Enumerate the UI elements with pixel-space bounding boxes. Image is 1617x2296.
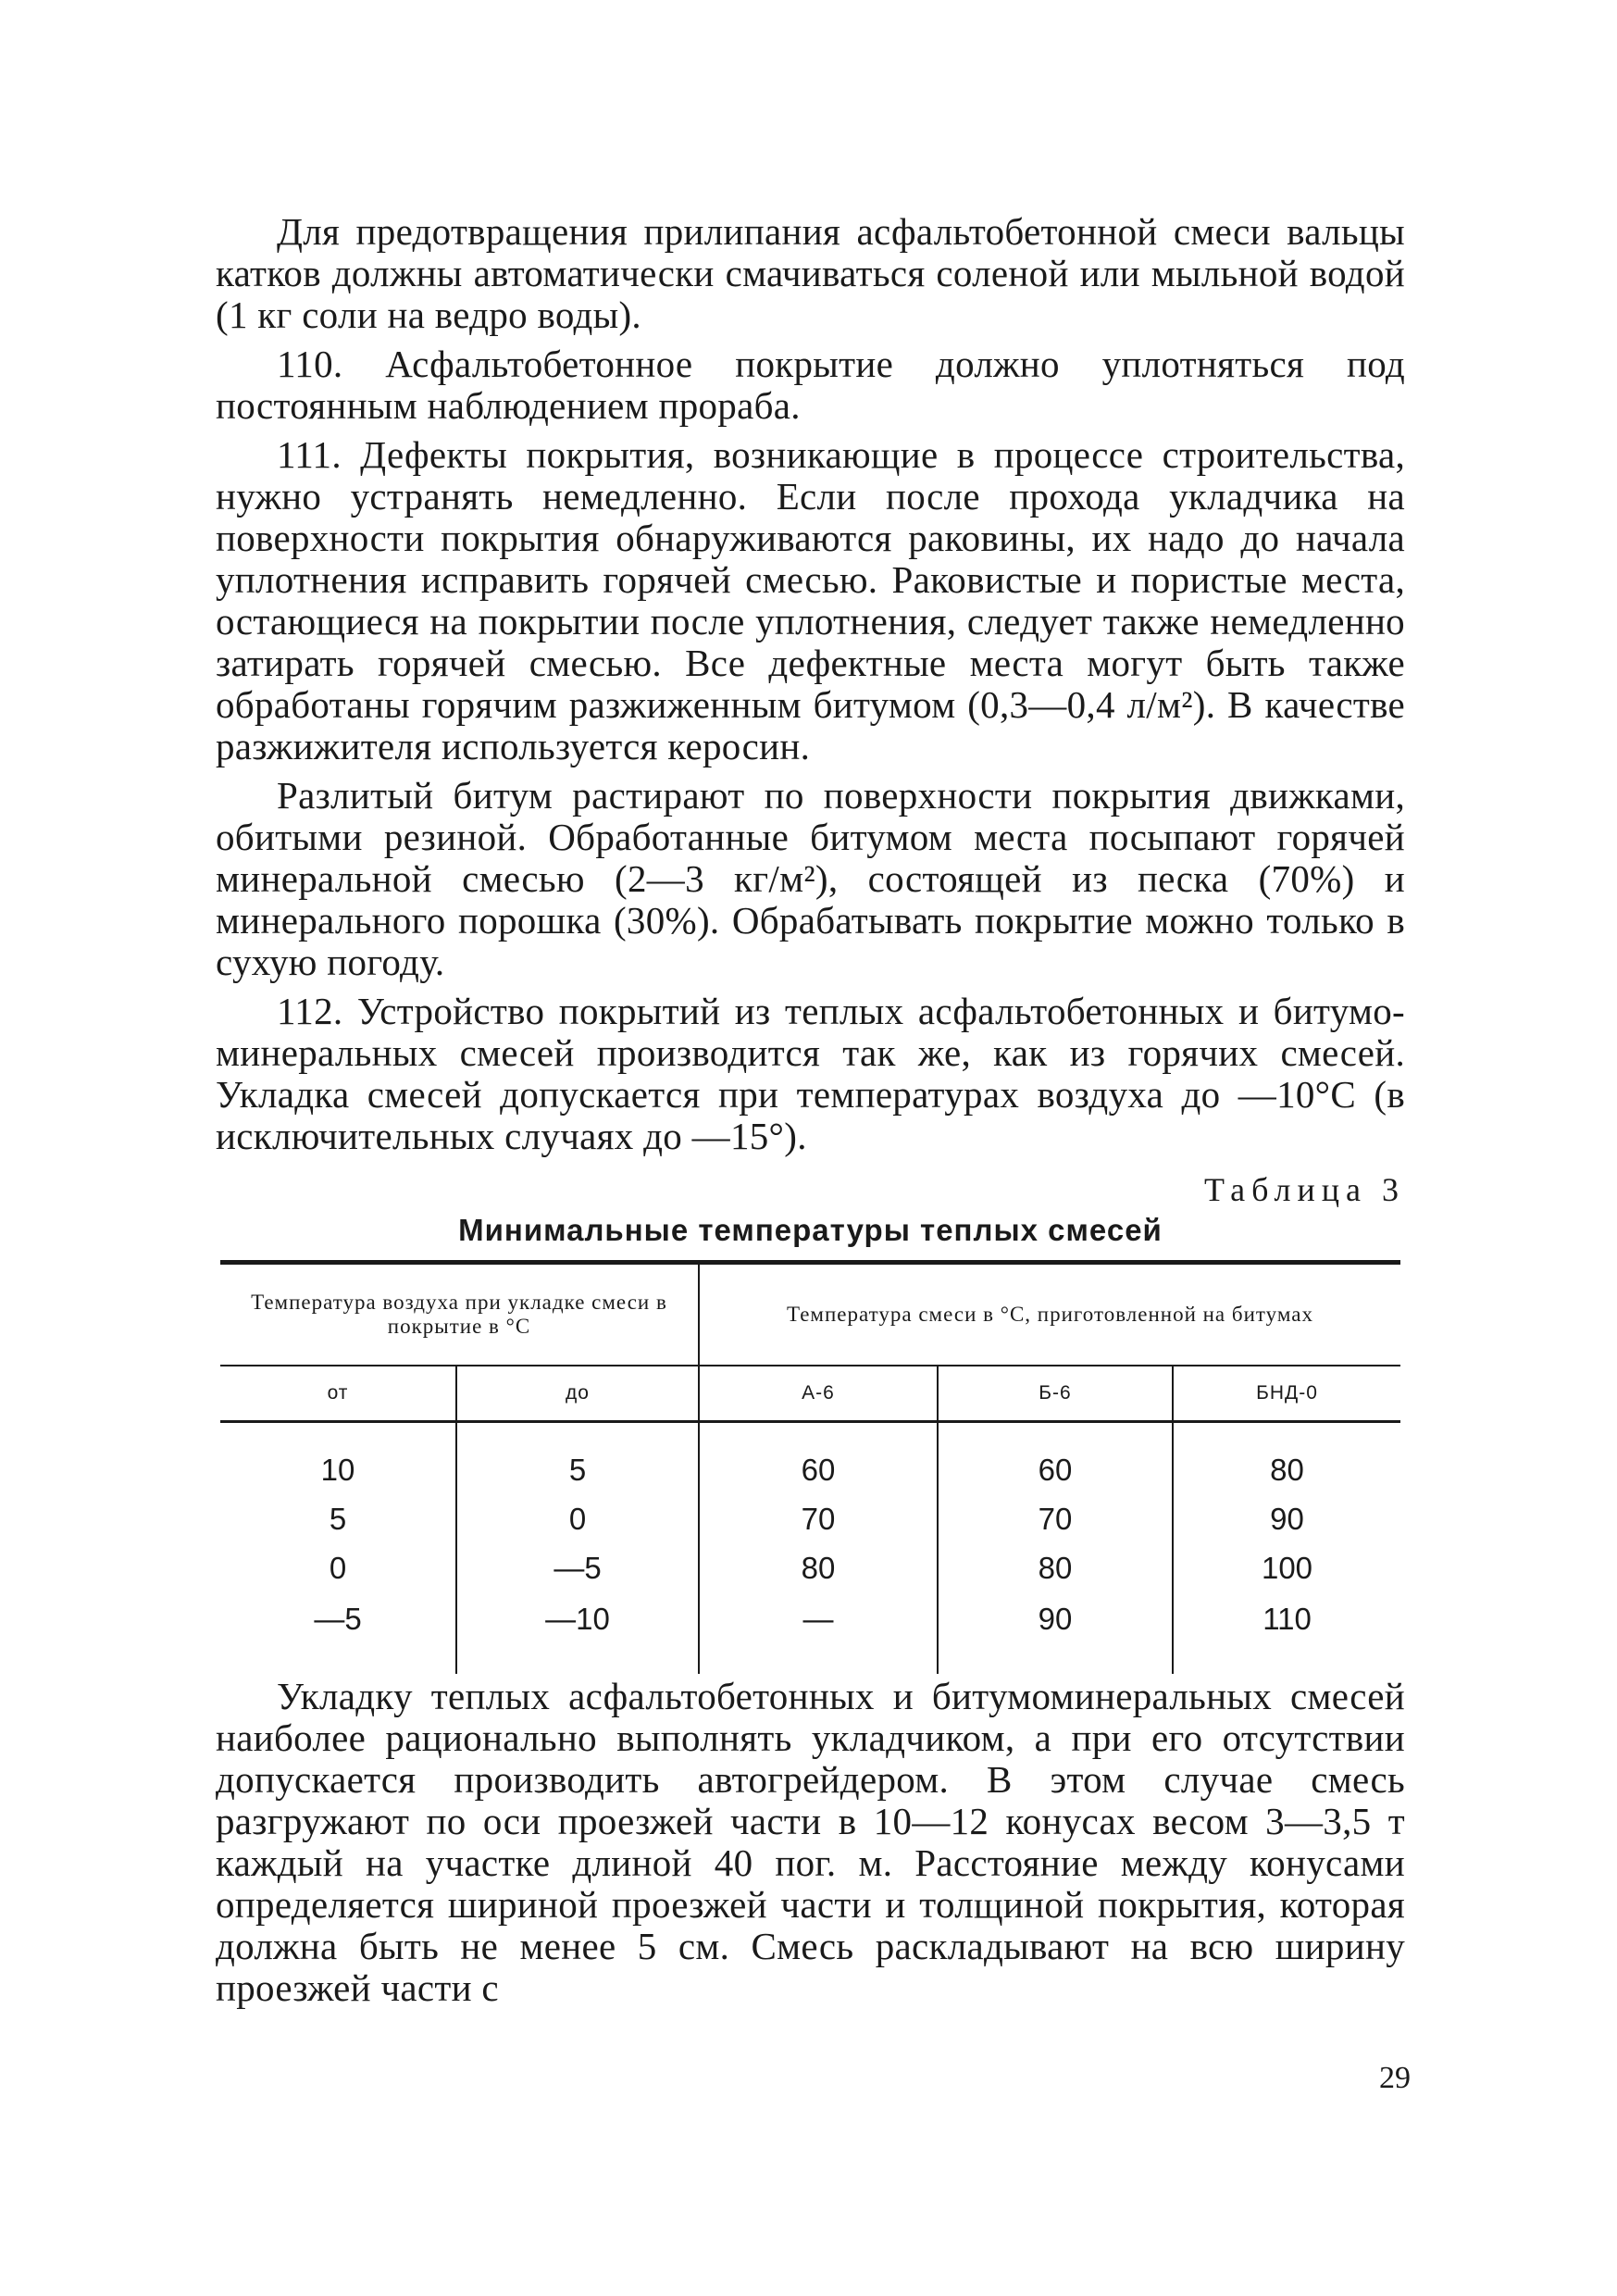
subheader-a6: А-6 xyxy=(699,1366,938,1422)
table-cell: 0 xyxy=(220,1543,456,1592)
table-cell: 5 xyxy=(456,1422,699,1495)
temperature-table-wrap xyxy=(220,1260,1400,1674)
paragraph: Укладку теплых асфальтобетонных и битумоминеральных смесей наиболее рационально выполнять укладчиком, а при его отсутствии допускается производить автогрейдером. В этом случае смесь разгружают по оси проезжей части в 10—12 конусах весом 3—3,5 т каждый на участке длиной 40 пог. м. Расстояние между конусами определяется шириной проезжей части и толщиной покрытия, которая должна быть не менее 5 см. Смесь раскладывают на всю ширину проезжей части с xyxy=(216,1675,1405,2009)
paragraph: 112. Устройство покрытий из теплых асфальтобетонных и битумо-минеральных смесей производится так же, как из горячих смесей. Укладка смесей допускается при температурах воздуха до —10°С (в исключительных случаях до —15°). xyxy=(216,990,1405,1157)
paragraph: 110. Асфальтобетонное покрытие должно уплотняться под постоянным наблюдением прораба. xyxy=(216,343,1405,427)
header-air-temperature: Температура воздуха при укладке смеси в покрытие в °С xyxy=(220,1263,699,1366)
paragraph: 111. Дефекты покрытия, возникающие в процессе строительства, нужно устранять немедленно. Если после прохода укладчика на поверхности покрытия обнаруживаются раковины, их надо до начала уплотнения исправить горячей смесью. Раковистые и пористые места, остающиеся на покрытии после уплотнения, следует также немедленно затирать горячей смесью. Все дефектные места могут быть также обработаны горячим разжиженным битумом (0,3—0,4 л/м²). В качестве разжижителя используется керосин. xyxy=(216,433,1405,767)
table-cell: 90 xyxy=(1270,1501,1304,1536)
paragraph: Для предотвращения прилипания асфальтобетонной смеси вальцы катков должны автоматически смачиваться соленой или мыльной водой (1 кг соли на ведро воды). xyxy=(216,210,1405,336)
table-cell: —5 xyxy=(456,1543,699,1592)
table-cell: — xyxy=(699,1592,938,1674)
table-row xyxy=(220,1494,1400,1543)
temperature-table xyxy=(220,1260,1400,1674)
page-number: 29 xyxy=(1379,2061,1411,2095)
subheader-to: до xyxy=(456,1366,699,1422)
subheader-bnd0: БНД-0 xyxy=(1173,1366,1400,1422)
table-cell: —10 xyxy=(456,1592,699,1674)
table-cell: 5 xyxy=(220,1494,456,1543)
table-cell: 80 xyxy=(938,1543,1173,1592)
table-cell: 110 xyxy=(1263,1602,1312,1636)
table-cell: 80 xyxy=(699,1543,938,1592)
table-cell: 70 xyxy=(699,1494,938,1543)
text-block-top xyxy=(216,211,1405,1157)
table-cell: —5 xyxy=(220,1592,456,1674)
table-cell: 0 xyxy=(456,1494,699,1543)
table-title: Минимальные температуры теплых смесей xyxy=(458,1213,1163,1247)
table-cell: 80 xyxy=(1270,1452,1304,1487)
paragraph: Разлитый битум растирают по поверхности покрытия движками, обитыми резиной. Обработанные битумом места посыпают горячей минеральной смесью (2—3 кг/м²), состоящей из песка (70%) и минерального порошка (30%). Обрабатывать покрытие можно только в сухую погоду. xyxy=(216,774,1405,983)
table-row xyxy=(220,1543,1400,1592)
table-cell: 60 xyxy=(699,1422,938,1495)
table-cell: 60 xyxy=(938,1422,1173,1495)
text-block-bottom xyxy=(216,1676,1405,2009)
header-mix-temperature: Температура смеси в °С, приготовленной на битумах xyxy=(699,1263,1400,1366)
table-row xyxy=(220,1422,1400,1495)
table-cell: 10 xyxy=(220,1422,456,1495)
subheader-b6: Б-6 xyxy=(938,1366,1173,1422)
table-row xyxy=(220,1592,1400,1674)
table-caption: Таблица 3 xyxy=(1204,1171,1405,1208)
table-cell: 100 xyxy=(1261,1550,1313,1585)
table-cell: 90 xyxy=(938,1592,1173,1674)
table-cell: 70 xyxy=(938,1494,1173,1543)
subheader-from: от xyxy=(220,1366,456,1422)
